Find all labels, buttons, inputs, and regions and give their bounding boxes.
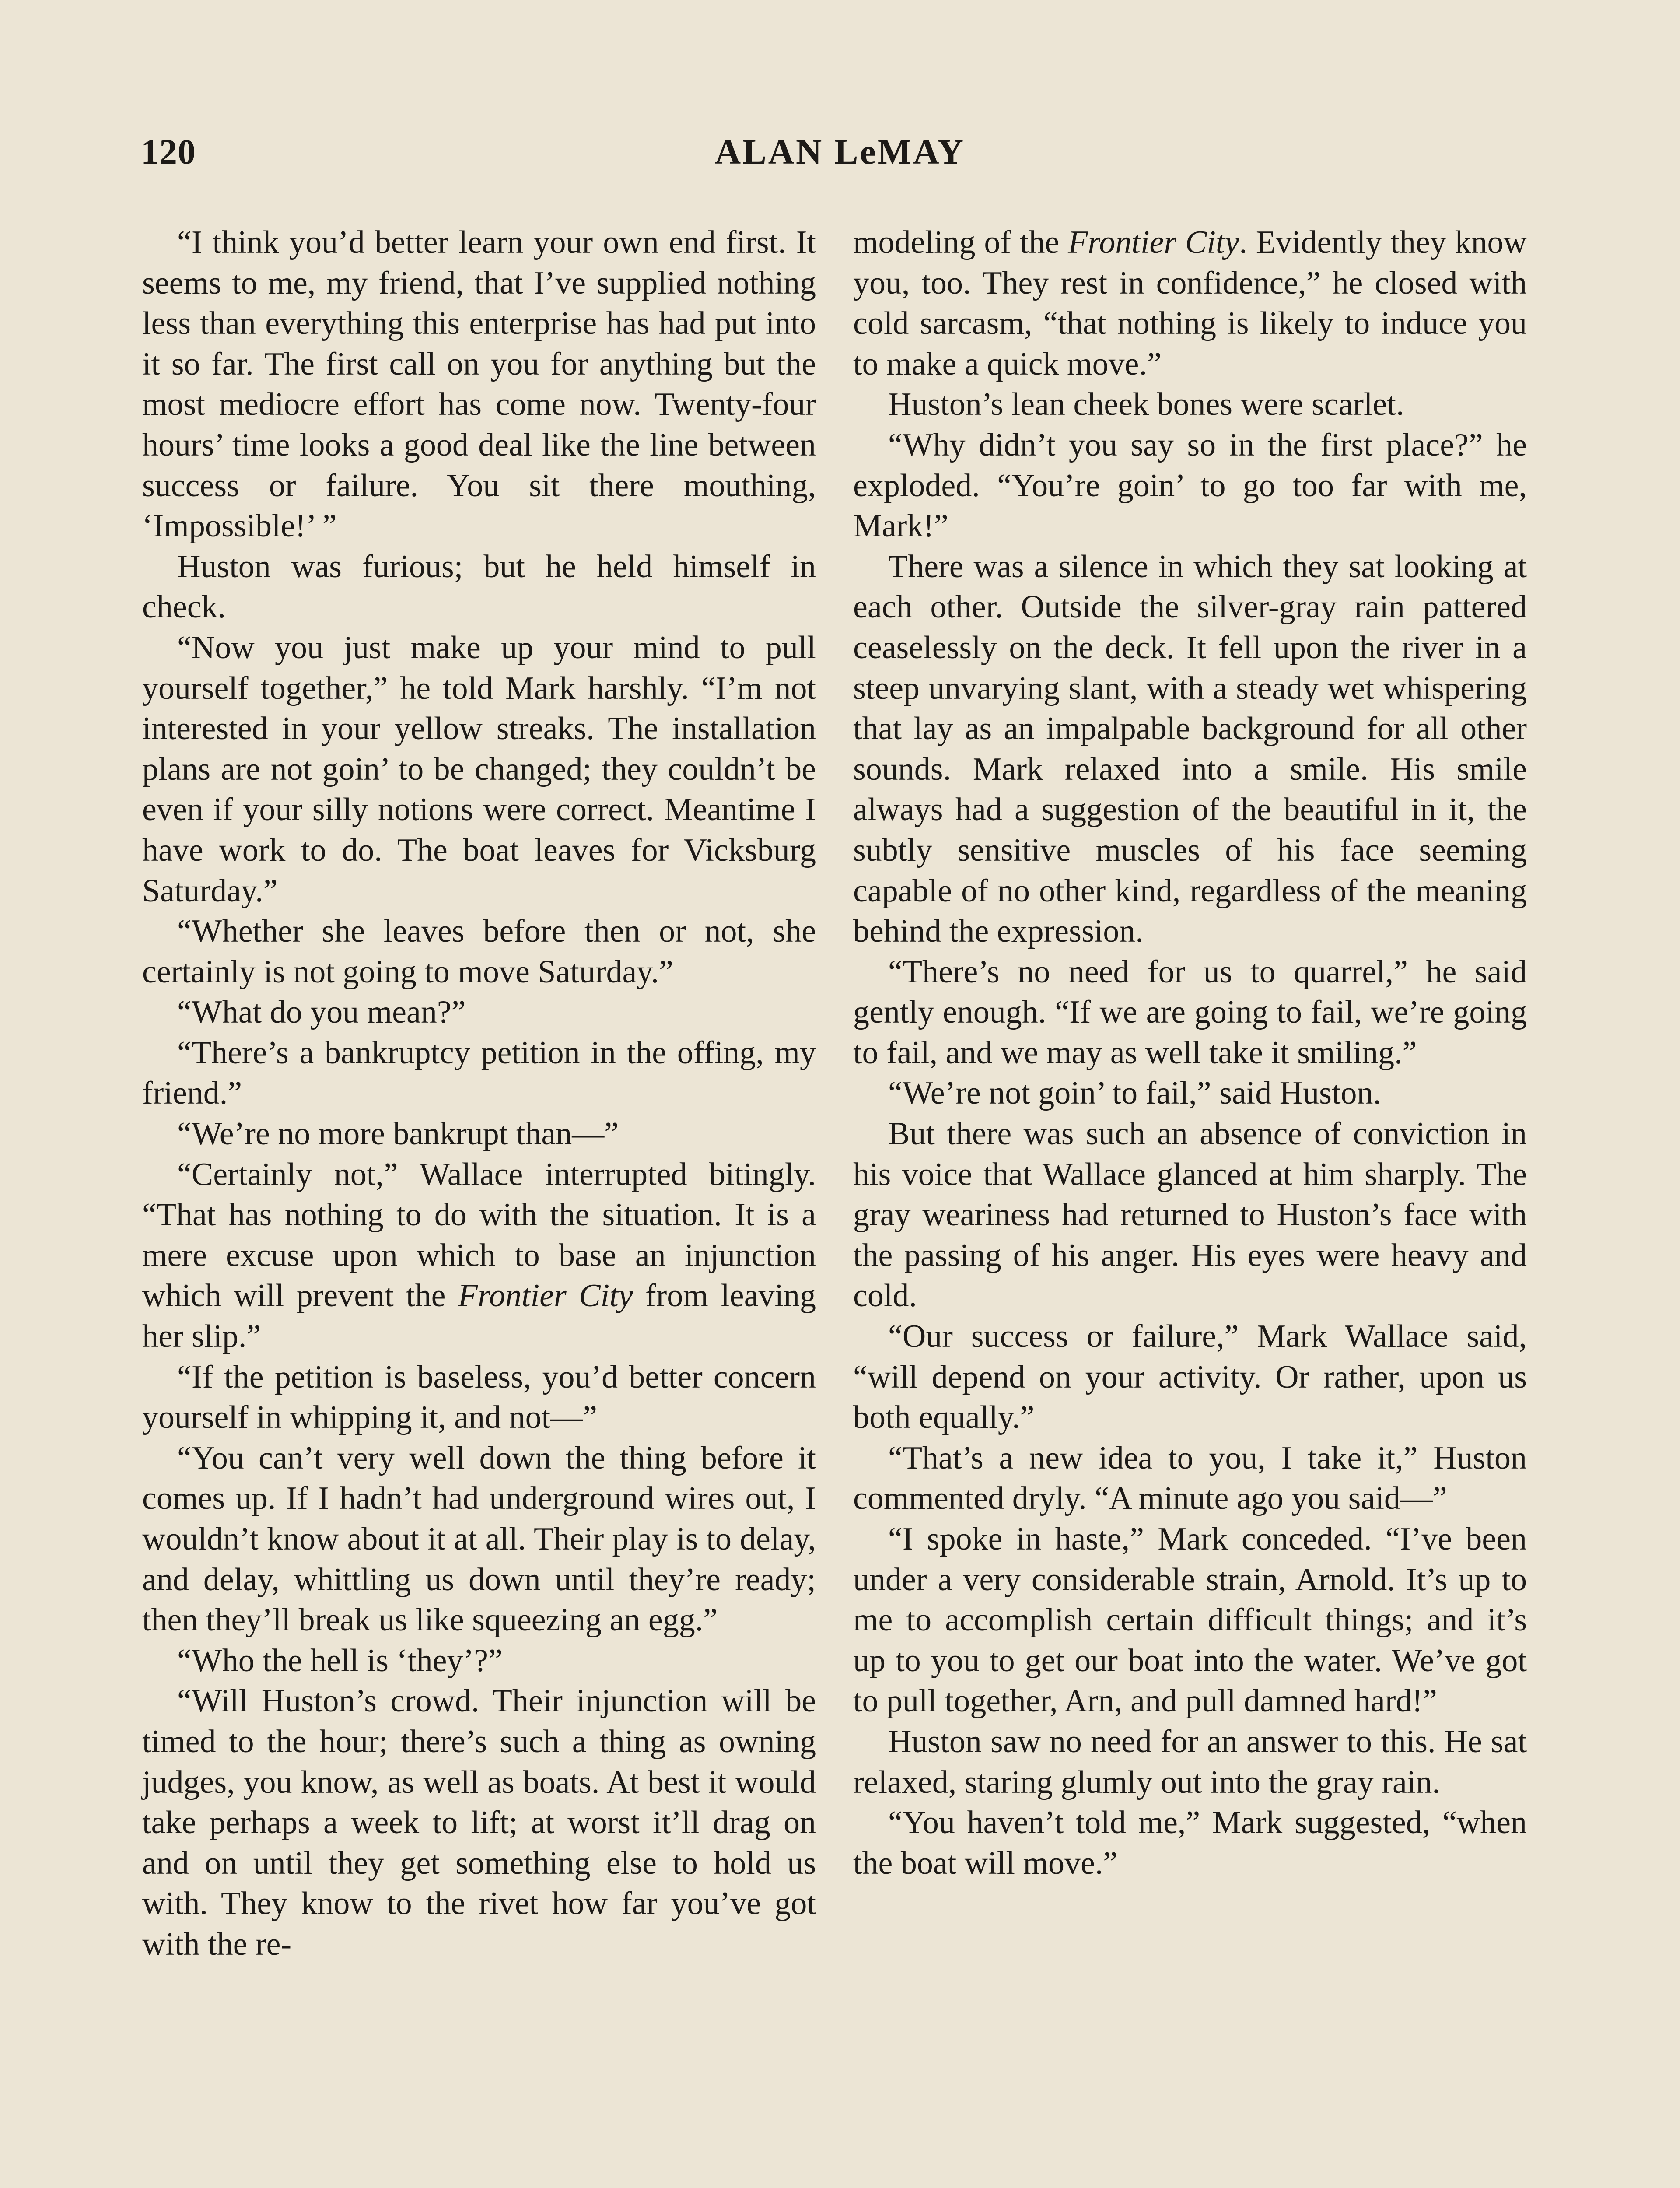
left-column <box>142 222 816 1965</box>
paragraph: “I think you’d better learn your own end first. It seems to me, my friend, that I’ve supplied nothing less than everything this enterprise has had put into it so far. The first call on you for anything but the most mediocre effort has come now. Twenty-four hours’ time looks a good deal like the line between success or failure. You sit there mouthing, ‘Impossible!’ ” <box>142 224 816 544</box>
paragraph: Huston was furious; but he held himself in check. <box>142 548 816 625</box>
right-column <box>853 222 1527 1883</box>
paragraph: “Why didn’t you say so in the first place?” he exploded. “You’re goin’ to go too far with me, Mark!” <box>853 427 1527 544</box>
paragraph: “Now you just make up your mind to pull yourself together,” he told Mark harshly. “I’m not interested in your yellow streaks. The installation plans are not goin’ to be changed; they couldn’t be even if your silly notions were correct. Meantime I have work to do. The boat leaves for Vicksburg Saturday.” <box>142 629 816 909</box>
paragraph: But there was such an absence of conviction in his voice that Wallace glanced at him sharply. The gray weariness had returned to Huston’s face with the passing of his anger. His eyes were heavy and cold. <box>853 1116 1527 1314</box>
paragraph: modeling of the Frontier City. Evidently they know you, too. They rest in confidence,” he closed with cold sarcasm, “that nothing is likely to induce you to make a quick move.” <box>853 224 1527 382</box>
paragraph: “Who the hell is ‘they’?” <box>177 1642 503 1679</box>
paragraph: “If the petition is baseless, you’d better concern yourself in whipping it, and not—” <box>142 1359 816 1436</box>
paragraph: Huston saw no need for an answer to this. He sat relaxed, staring glumly out into the gray rain. <box>853 1723 1527 1800</box>
paragraph: “Whether she leaves before then or not, she certainly is not going to move Saturday.” <box>142 913 816 990</box>
paragraph: “What do you mean?” <box>177 994 466 1031</box>
paragraph: “Our success or failure,” Mark Wallace said, “will depend on your activity. Or rather, upon us both equally.” <box>853 1318 1527 1436</box>
paragraph: “There’s a bankruptcy petition in the offing, my friend.” <box>142 1034 816 1112</box>
running-head: ALAN LeMAY <box>714 132 966 172</box>
paragraph: “You haven’t told me,” Mark suggested, “when the boat will move.” <box>853 1805 1527 1881</box>
paragraph: “That’s a new idea to you, I take it,” Huston commented dryly. “A minute ago you said—” <box>853 1440 1527 1517</box>
paragraph: “There’s no need for us to quarrel,” he said gently enough. “If we are going to fail, we’re going to fail, and we may as well take it smiling.” <box>853 954 1527 1071</box>
paragraph: “I spoke in haste,” Mark conceded. “I’ve been under a very considerable strain, Arnold. It’s up to me to accomplish certain difficult things; and it’s up to you to get our boat into the water. We’ve got to pull together, Arn, and pull damned hard!” <box>853 1521 1527 1719</box>
paragraph: Huston’s lean cheek bones were scarlet. <box>888 386 1404 423</box>
paragraph: There was a silence in which they sat looking at each other. Outside the silver-gray rain pattered ceaselessly on the deck. It fell upon the river in a steep unvarying slant, with a steady wet whispering that lay as an impalpable background for all other sounds. Mark relaxed into a smile. His smile always had a suggestion of the beautiful in it, the subtly sensitive muscles of his face seeming capable of no other kind, regardless of the meaning behind the expression. <box>853 548 1527 950</box>
page-number: 120 <box>141 132 196 172</box>
paragraph: “Certainly not,” Wallace interrupted bitingly. “That has nothing to do with the situation. It is a mere excuse upon which to base an injunction which will prevent the Frontier City from leaving her slip.” <box>142 1156 816 1355</box>
paragraph: “We’re not goin’ to fail,” said Huston. <box>888 1075 1382 1112</box>
paragraph: “You can’t very well down the thing before it comes up. If I hadn’t had underground wires out, I wouldn’t know about it at all. Their play is to delay, and delay, whittling us down until they’re ready; then they’ll break us like squeezing an egg.” <box>142 1440 816 1638</box>
paragraph: “We’re no more bankrupt than—” <box>177 1116 619 1152</box>
paragraph: “Will Huston’s crowd. Their injunction will be timed to the hour; there’s such a thing as owning judges, you know, as well as boats. At best it would take perhaps a week to lift; at worst it’ll drag on and on until they get something else to hold us with. They know to the rivet how far you’ve got with the re- <box>142 1683 816 1962</box>
